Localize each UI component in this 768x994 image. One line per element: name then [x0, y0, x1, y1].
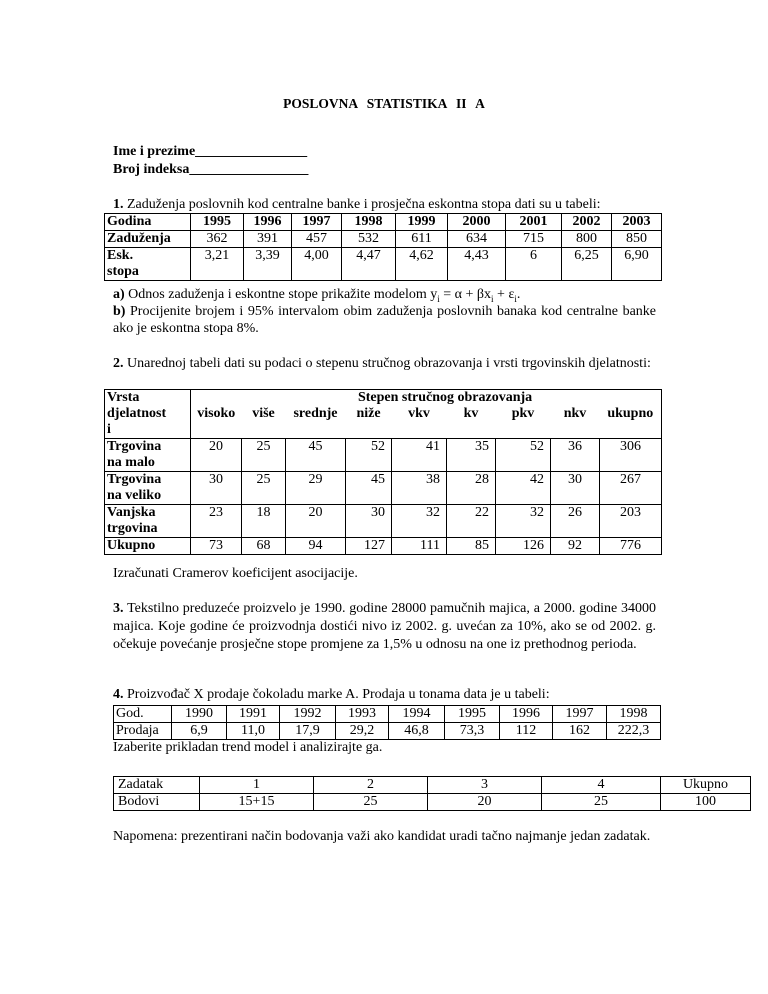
row-label: trgovina: [105, 521, 191, 538]
subscript: i: [437, 293, 440, 304]
task-cell: 2: [314, 777, 428, 794]
part-a-formula: = α + βx: [439, 287, 492, 302]
data-cell: 45: [346, 472, 392, 489]
task4-sales-row: [114, 723, 661, 740]
sales-cell: 46,8: [389, 723, 445, 740]
row-label-task: Zadatak: [114, 777, 200, 794]
sales-cell: 6,9: [172, 723, 227, 740]
part-a-label: a): [113, 287, 125, 302]
row-label: Vanjska: [105, 505, 191, 522]
sales-cell: 222,3: [607, 723, 661, 740]
sales-cell: 29,2: [336, 723, 389, 740]
row-label: na veliko: [105, 488, 191, 505]
task1-intro-text: Zaduženja poslovnih kod centralne banke i prosječna eskontna stopa dati su u tabeli:: [127, 197, 601, 212]
year-cell: 2003: [612, 214, 662, 231]
scoring-task-row: [114, 777, 751, 794]
points-cell-total: 100: [661, 794, 751, 811]
part-a-end: + ε: [493, 287, 515, 302]
column-header: srednje: [293, 406, 338, 421]
year-cell: 1997: [292, 214, 342, 231]
data-cell: 29: [286, 472, 346, 489]
task1-table: [104, 213, 662, 281]
row-label-rate: [105, 248, 191, 281]
row-label-year: God.: [114, 706, 172, 723]
debt-cell: 532: [342, 231, 396, 248]
sales-cell: 17,9: [280, 723, 336, 740]
task2-header-row-2: [105, 406, 662, 422]
data-cell: 32: [496, 505, 551, 522]
points-cell: 25: [314, 794, 428, 811]
total-cell: 94: [286, 538, 346, 555]
corner-label-3: i: [105, 422, 191, 439]
task4-number: 4.: [113, 687, 124, 702]
column-header: vkv: [408, 406, 430, 421]
subscript: i: [514, 293, 517, 304]
task1-part-a: a) Odnos zaduženja i eskontne stope prikažite modelom $y_i = \alpha + \beta x_i + \varepsilon_i$.: [113, 287, 521, 304]
data-cell: 38: [392, 472, 447, 489]
year-cell: 1991: [227, 706, 280, 723]
data-cell: 52: [496, 439, 551, 456]
task2-intro-text: Unarednoj tabeli dati su podaci o stepenu stručnog obrazovanja i vrsti trgovinskih djelatnosti:: [127, 356, 651, 371]
student-name-line: Ime i prezime________________: [113, 144, 308, 159]
data-cell: 52: [346, 439, 392, 456]
total-cell: 73: [191, 538, 242, 555]
year-cell: 1990: [172, 706, 227, 723]
rate-cell: 3,21: [191, 248, 244, 281]
column-header: kv: [463, 406, 479, 421]
data-cell: 18: [242, 505, 286, 522]
student-index-line: Broj indeksa_________________: [113, 162, 309, 177]
data-cell: 20: [191, 439, 242, 456]
data-cell: 20: [286, 505, 346, 522]
year-cell: 2002: [562, 214, 612, 231]
task2-number: 2.: [113, 356, 124, 371]
year-cell: 1992: [280, 706, 336, 723]
year-cell: 1999: [396, 214, 448, 231]
task2-total-row: [105, 538, 662, 555]
column-header: visoko: [191, 406, 242, 422]
part-b-text: Procijenite brojem i 95% intervalom obim zaduženja poslovnih banaka kod centralne banke ako je eskontna stopa 8%.: [113, 304, 656, 336]
year-cell: 1996: [500, 706, 553, 723]
year-cell: 1995: [191, 214, 244, 231]
data-cell: 36: [551, 439, 600, 456]
row-label: Trgovina: [105, 472, 191, 489]
task2-row-foreign: [105, 505, 662, 522]
rate-cell: 3,39: [244, 248, 292, 281]
row-label-sales: Prodaja: [114, 723, 172, 740]
task2-row-foreign-cont: [105, 521, 662, 538]
task2-intro: [113, 355, 656, 372]
data-cell: 35: [447, 439, 496, 456]
data-cell: 25: [242, 439, 286, 456]
column-header: nkv: [563, 406, 587, 421]
sales-cell: 162: [553, 723, 607, 740]
debt-cell: 362: [191, 231, 244, 248]
task2-row-retail-cont: [105, 455, 662, 472]
total-cell: 127: [346, 538, 392, 555]
data-cell: 30: [551, 472, 600, 489]
year-cell: 1998: [607, 706, 661, 723]
year-cell: 1995: [445, 706, 500, 723]
debt-cell: 715: [506, 231, 562, 248]
data-cell: 41: [392, 439, 447, 456]
data-cell: 22: [447, 505, 496, 522]
task-cell-total: Ukupno: [661, 777, 751, 794]
debt-cell: 634: [448, 231, 506, 248]
rate-label-line1: Esk.: [107, 248, 134, 263]
data-cell: 42: [496, 472, 551, 489]
corner-label-1: Vrsta: [105, 390, 191, 407]
task4-intro-text: Proizvođač X prodaje čokoladu marke A. Prodaja u tonama data je u tabeli:: [127, 687, 550, 702]
data-cell: 26: [551, 505, 600, 522]
row-label-debt: Zaduženja: [105, 231, 191, 248]
task4-table: [113, 705, 661, 740]
sales-cell: 73,3: [445, 723, 500, 740]
task3-body: Tekstilno preduzeće proizvelo je 1990. godine 28000 pamučnih majica, a 2000. godine 34000 majica. Koje godine će proizvodnja dostići nivo iz 2002. g. uvećan za 10%, ako se od 2002. g. očekuje povećanje prosječne stope promjene za 1,5% u odnosu na one iz prethodnog perioda.: [113, 601, 656, 652]
points-cell: 20: [428, 794, 542, 811]
year-cell: 1996: [244, 214, 292, 231]
year-cell: 1994: [389, 706, 445, 723]
task1-intro: [113, 196, 656, 213]
task-cell: 4: [542, 777, 661, 794]
task2-header-row-3: [105, 422, 662, 439]
rate-cell: 4,00: [292, 248, 342, 281]
year-cell: 1997: [553, 706, 607, 723]
task2-row-retail: [105, 439, 662, 456]
total-label: Ukupno: [105, 538, 191, 555]
year-cell: 1993: [336, 706, 389, 723]
year-cell: 2000: [448, 214, 506, 231]
task-cell: 3: [428, 777, 542, 794]
sales-cell: 112: [500, 723, 553, 740]
rate-cell: 6,25: [562, 248, 612, 281]
debt-cell: 850: [612, 231, 662, 248]
task4-question: Izaberite prikladan trend model i analizirajte ga.: [113, 740, 383, 755]
task1-year-row: [105, 214, 662, 231]
row-label: na malo: [105, 455, 191, 472]
task4-year-row: [114, 706, 661, 723]
rate-cell: 6,90: [612, 248, 662, 281]
subscript: i: [491, 293, 494, 304]
data-cell: 45: [286, 439, 346, 456]
data-cell: 306: [600, 439, 662, 456]
column-header: više: [252, 406, 275, 421]
column-header: pkv: [511, 406, 535, 421]
task-cell: 1: [200, 777, 314, 794]
total-cell: 111: [392, 538, 447, 555]
points-cell: 25: [542, 794, 661, 811]
row-label-year: Godina: [105, 214, 191, 231]
data-cell: 203: [600, 505, 662, 522]
rate-cell: 4,43: [448, 248, 506, 281]
column-header: ukupno: [600, 406, 662, 422]
debt-cell: 457: [292, 231, 342, 248]
debt-cell: 800: [562, 231, 612, 248]
data-cell: 30: [346, 505, 392, 522]
task2-row-wholesale: [105, 472, 662, 489]
row-label: Trgovina: [105, 439, 191, 456]
scoring-table: [113, 776, 751, 811]
part-b-label: b): [113, 304, 126, 319]
total-cell: 776: [600, 538, 662, 555]
rate-label-line2: stopa: [107, 264, 139, 279]
task1-number: 1.: [113, 197, 124, 212]
task2-table: [104, 389, 662, 555]
data-cell: 32: [392, 505, 447, 522]
scoring-points-row: [114, 794, 751, 811]
note-text: Napomena: prezentirani način bodovanja važi ako kandidat uradi tačno najmanje jedan zadatak.: [113, 829, 651, 844]
total-cell: 68: [242, 538, 286, 555]
task1-rate-row: [105, 248, 662, 281]
total-cell: 92: [551, 538, 600, 555]
task1-part-b: [113, 303, 656, 337]
data-cell: 25: [242, 472, 286, 489]
task1-debt-row: [105, 231, 662, 248]
page-title: POSLOVNA STATISTIKA II A: [283, 96, 485, 111]
task3-number: 3.: [113, 601, 124, 616]
points-cell: 15+15: [200, 794, 314, 811]
debt-cell: 611: [396, 231, 448, 248]
row-label-points: Bodovi: [114, 794, 200, 811]
column-header: niže: [356, 406, 381, 421]
rate-cell: 6: [506, 248, 562, 281]
data-cell: 30: [191, 472, 242, 489]
task2-question: Izračunati Cramerov koeficijent asocijacije.: [113, 566, 358, 581]
data-cell: 267: [600, 472, 662, 489]
sales-cell: 11,0: [227, 723, 280, 740]
task2-header-row-1: [105, 390, 662, 407]
rate-cell: 4,47: [342, 248, 396, 281]
total-cell: 85: [447, 538, 496, 555]
data-cell: 28: [447, 472, 496, 489]
rate-cell: 4,62: [396, 248, 448, 281]
corner-label-2: djelatnost: [105, 406, 191, 422]
task2-row-wholesale-cont: [105, 488, 662, 505]
task3-text: [113, 600, 656, 654]
debt-cell: 391: [244, 231, 292, 248]
task4-intro: [113, 686, 656, 703]
group-header: Stepen stručnog obrazovanja: [191, 390, 662, 407]
year-cell: 2001: [506, 214, 562, 231]
total-cell: 126: [496, 538, 551, 555]
year-cell: 1998: [342, 214, 396, 231]
data-cell: 23: [191, 505, 242, 522]
part-a-text: Odnos zaduženja i eskontne stope prikažite modelom y: [128, 287, 438, 302]
